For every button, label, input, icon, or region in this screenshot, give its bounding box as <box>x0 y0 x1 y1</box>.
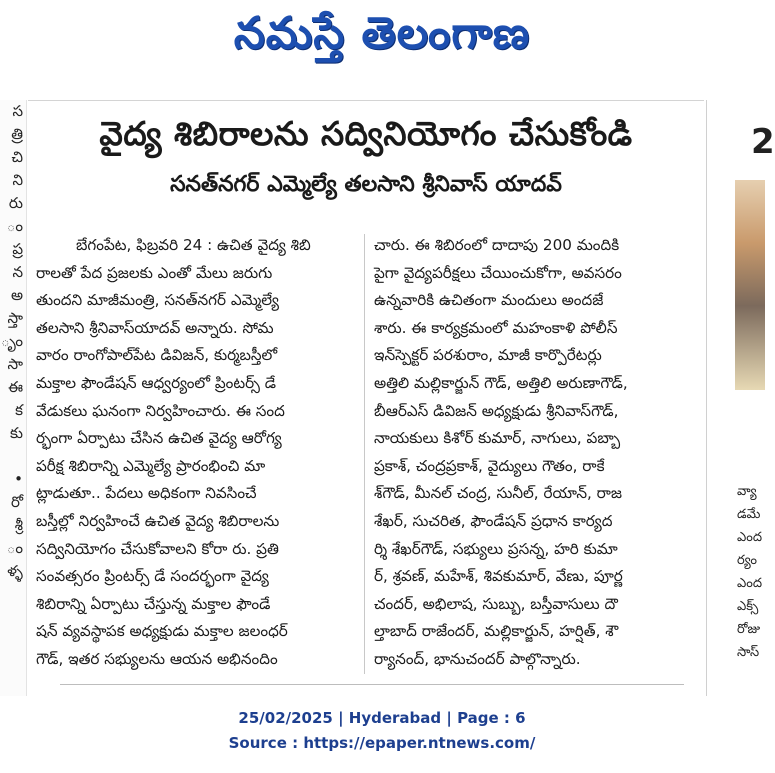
source-footer <box>0 706 764 756</box>
adjacent-text-fragment: సాస్ <box>737 645 760 660</box>
adjacent-column-left <box>0 100 27 696</box>
article-text-line: బీఆర్‌ఎస్ డివిజన్ అధ్యక్షుడు శ్రీనివాస్‌గౌడ్, <box>374 401 619 420</box>
article-text-line: వేడుకలు ఘనంగా నిర్వహించారు. ఈ సంద <box>36 401 285 420</box>
article-text-line: ఉన్నవారికి ఉచితంగా మందులు అందజే <box>374 291 604 310</box>
adjacent-text-fragment: ని <box>12 171 23 189</box>
article-text-line: పరీక్ష శిబిరాన్ని ఎమ్మెల్యే ప్రారంభించి మా <box>36 456 266 475</box>
article-bottom-rule <box>60 684 684 685</box>
adjacent-text-fragment: ఎక్స్ <box>737 599 759 614</box>
article-text-line: పైగా వైద్యపరీక్షలు చేయించుకోగా, అవసరం <box>374 263 622 282</box>
date-city-page: 25/02/2025 | Hyderabad | Page : 6 <box>238 709 526 727</box>
adjacent-text-fragment: క <box>15 401 23 419</box>
adjacent-text-fragment: రు <box>8 194 23 212</box>
adjacent-text-fragment: రోజు <box>737 622 761 637</box>
adjacent-text-fragment: ఈ <box>8 378 23 396</box>
adjacent-text-fragment: డమే <box>737 507 761 522</box>
article-text-line: ప్రకాశ్, చంద్రప్రకాశ్, వైద్యులు గౌతం, రాకే <box>374 456 605 475</box>
article-text-line: బేగంపేట, ఫిబ్రవరి 24 : ఉచిత వైద్య శిబి <box>76 236 311 254</box>
article-text-line: ట్లాడుతూ.. పేదలు అధికంగా నివసించే <box>36 484 257 503</box>
adjacent-text-fragment: న <box>12 263 23 281</box>
adjacent-text-fragment: • <box>14 470 23 488</box>
article-text-line: శిబిరాన్ని ఏర్పాటు చేస్తున్న మక్తాల ఫౌండే <box>36 594 271 613</box>
article-text-line: రాలతో పేద ప్రజలకు ఎంతో మేలు జరుగు <box>36 263 273 282</box>
masthead <box>0 0 764 78</box>
article-text-line: నాయకులు కిశోర్ కుమార్, నాగులు, పబ్బా <box>374 429 621 448</box>
article-text-line: షన్ వ్యవస్థాపక అధ్యక్షుడు మక్తాల జలంధర్ <box>36 622 288 641</box>
column-divider <box>364 234 365 674</box>
article-text-line: శేఖర్, సుచరిత, ఫౌండేషన్ ప్రధాన కార్యద <box>374 511 613 530</box>
adjacent-text-fragment: ఎంద <box>737 576 763 591</box>
article-text-line: శారు. ఈ కార్యక్రమంలో మహంకాళి పోలీస్ <box>374 318 618 337</box>
adjacent-text-fragment: ళ్ళ <box>7 562 23 580</box>
article-text-line: ర్యానంద్, భానుచందర్ పాల్గొన్నారు. <box>374 649 581 668</box>
adjacent-text-fragment: స్తా <box>7 309 23 327</box>
article-text-line: సద్వినియోగం చేసుకోవాలని కోరా రు. ప్రతి <box>36 539 279 558</box>
article-text-line: వారం రాంగోపాల్‌పేట డివిజన్, కుర్మబస్తీలో <box>36 346 278 365</box>
article-text-line: ఇన్‌స్పెక్టర్ పరశురాం, మాజీ కార్పొరేటర్లు <box>374 346 602 365</box>
adjacent-text-fragment: ర్యం <box>737 553 757 568</box>
adjacent-text-fragment: ఎంద <box>737 530 763 545</box>
article-text-line: బస్తీల్లో నిర్వహించే ఉచిత వైద్య శిబిరాలను <box>36 511 280 530</box>
adjacent-text-fragment: సా <box>7 355 23 373</box>
article-text-line: తుందని మాజీమంత్రి, సనత్‌నగర్ ఎమ్మెల్యే <box>36 291 279 310</box>
article-text-line: ల్తాబాద్ రాజేందర్, మల్లికార్జున్, హర్షిత్, శౌ <box>374 622 619 641</box>
adjacent-text-fragment: శ్రీ <box>14 516 23 534</box>
source-url: Source : https://epaper.ntnews.com/ <box>228 734 536 752</box>
article-subhead: సనత్‌నగర్ ఎమ్మెల్యే తలసాని శ్రీనివాస్ యాదవ్ <box>170 172 562 197</box>
adjacent-column-right <box>706 100 775 696</box>
article-text-line: అత్తిలి మల్లికార్జున్ గౌడ్, అత్తిలి అరుణాగౌడ్, <box>374 373 628 392</box>
adjacent-text-fragment: ృం <box>1 332 23 350</box>
article-headline: వైద్య శిబిరాలను సద్వినియోగం చేసుకోండి <box>99 114 633 153</box>
article-text-line: చందర్, అభిలాష, సుబ్బు, బస్తీవాసులు దౌ <box>374 594 618 613</box>
article-text-line: ర్శి శేఖర్‌గౌడ్, సభ్యులు ప్రసన్న, హరి కుమా <box>374 539 618 558</box>
article-text-line: మక్తాల ఫౌండేషన్ ఆధ్వర్యంలో ప్రింటర్స్ డే <box>36 373 277 392</box>
article-column-right <box>374 232 700 682</box>
adjacent-text-fragment: అ <box>10 286 23 304</box>
adjacent-text-fragment: వ్యా <box>737 484 757 499</box>
adjacent-text-fragment: ప్ర <box>12 240 23 258</box>
adjacent-text-fragment: కు <box>9 424 23 442</box>
newspaper-title: నమస్తే తెలంగాణ <box>233 8 531 59</box>
adjacent-text-fragment: చి <box>11 148 23 166</box>
article-text-line: తలసాని శ్రీనివాస్‌యాదవ్ అన్నారు. సోమ <box>36 318 274 337</box>
article-text-line: గౌడ్, ఇతర సభ్యులను ఆయన అభినందిం <box>36 649 278 668</box>
adjacent-headline-fragment: 2 <box>751 122 775 162</box>
adjacent-photo <box>735 180 765 390</box>
article-text-line: ర్భంగా ఏర్పాటు చేసిన ఉచిత వైద్య ఆరోగ్య <box>36 429 282 448</box>
article-column-left <box>36 232 362 682</box>
article-text-line: శ్‌గౌడ్, మీనల్ చంద్ర, సునీల్, రేయాన్, రాజ <box>374 484 622 503</box>
article-text-line: ర్, శ్రవణ్, మహేశ్, శివకుమార్, వేణు, పూర్ణ <box>374 567 623 586</box>
adjacent-text-fragment <box>0 445 26 468</box>
adjacent-text-fragment: రో <box>10 493 23 511</box>
adjacent-text-fragment: ం <box>6 217 23 235</box>
adjacent-text-fragment: ం <box>6 539 23 557</box>
article-text-line: సంవత్సరం ప్రింటర్స్ డే సందర్భంగా వైద్య <box>36 567 269 586</box>
article-text-line: చారు. ఈ శిబిరంలో దాదాపు 200 మందికి <box>374 236 620 254</box>
adjacent-text-fragment: త్రి <box>11 125 23 143</box>
adjacent-text-fragment: స <box>12 102 23 120</box>
